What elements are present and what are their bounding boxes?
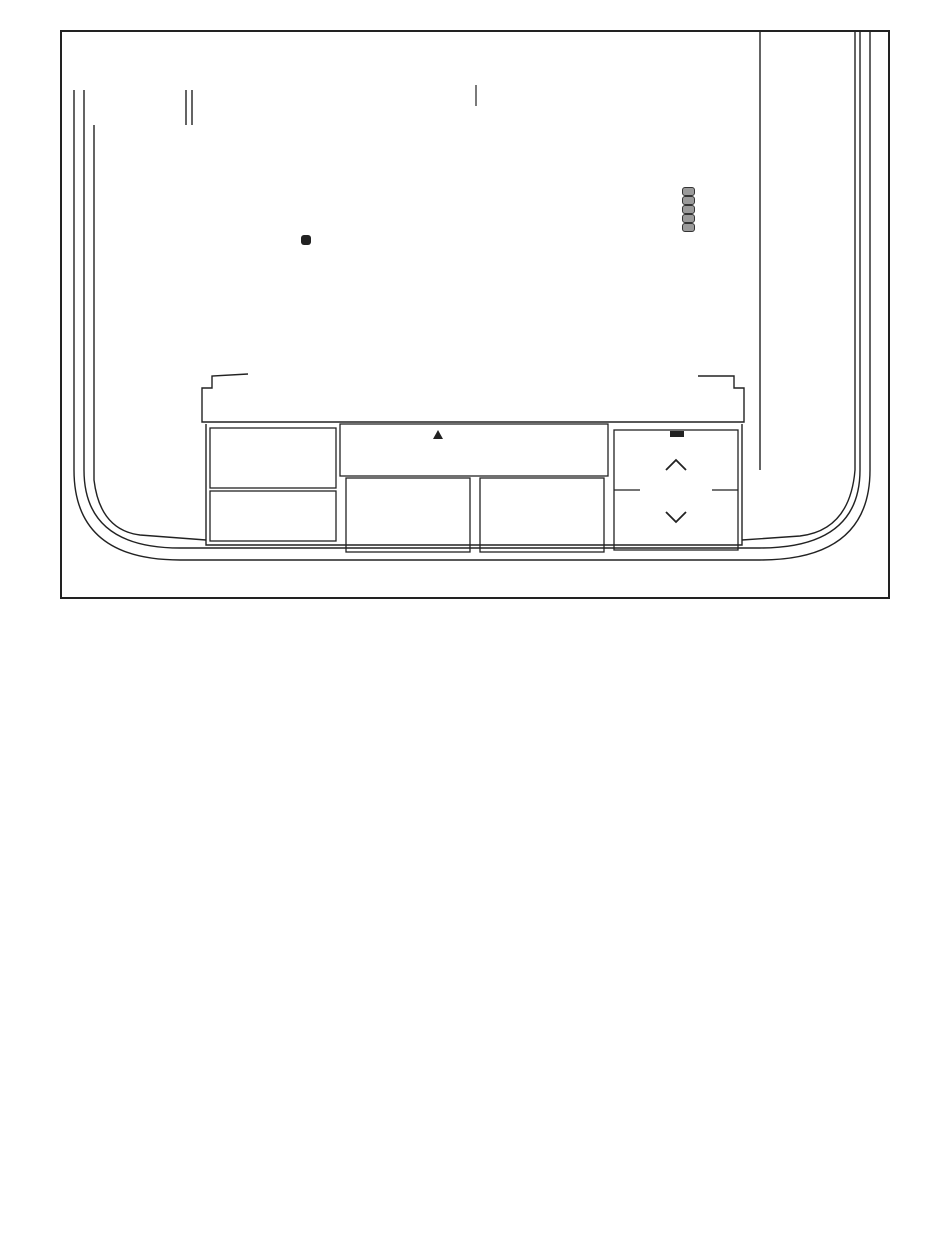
fan-level-badge <box>301 235 311 245</box>
warm-up-indicator-2 <box>682 205 695 214</box>
fat-burn-indicator <box>682 187 695 196</box>
cool-down-indicator-2 <box>682 223 695 232</box>
heart-rate-down-button[interactable] <box>656 504 696 530</box>
warning-title <box>432 427 444 442</box>
cool-down-indicator <box>682 214 695 223</box>
warm-up-indicator <box>682 196 695 205</box>
heart-rate-up-button[interactable] <box>656 452 696 478</box>
